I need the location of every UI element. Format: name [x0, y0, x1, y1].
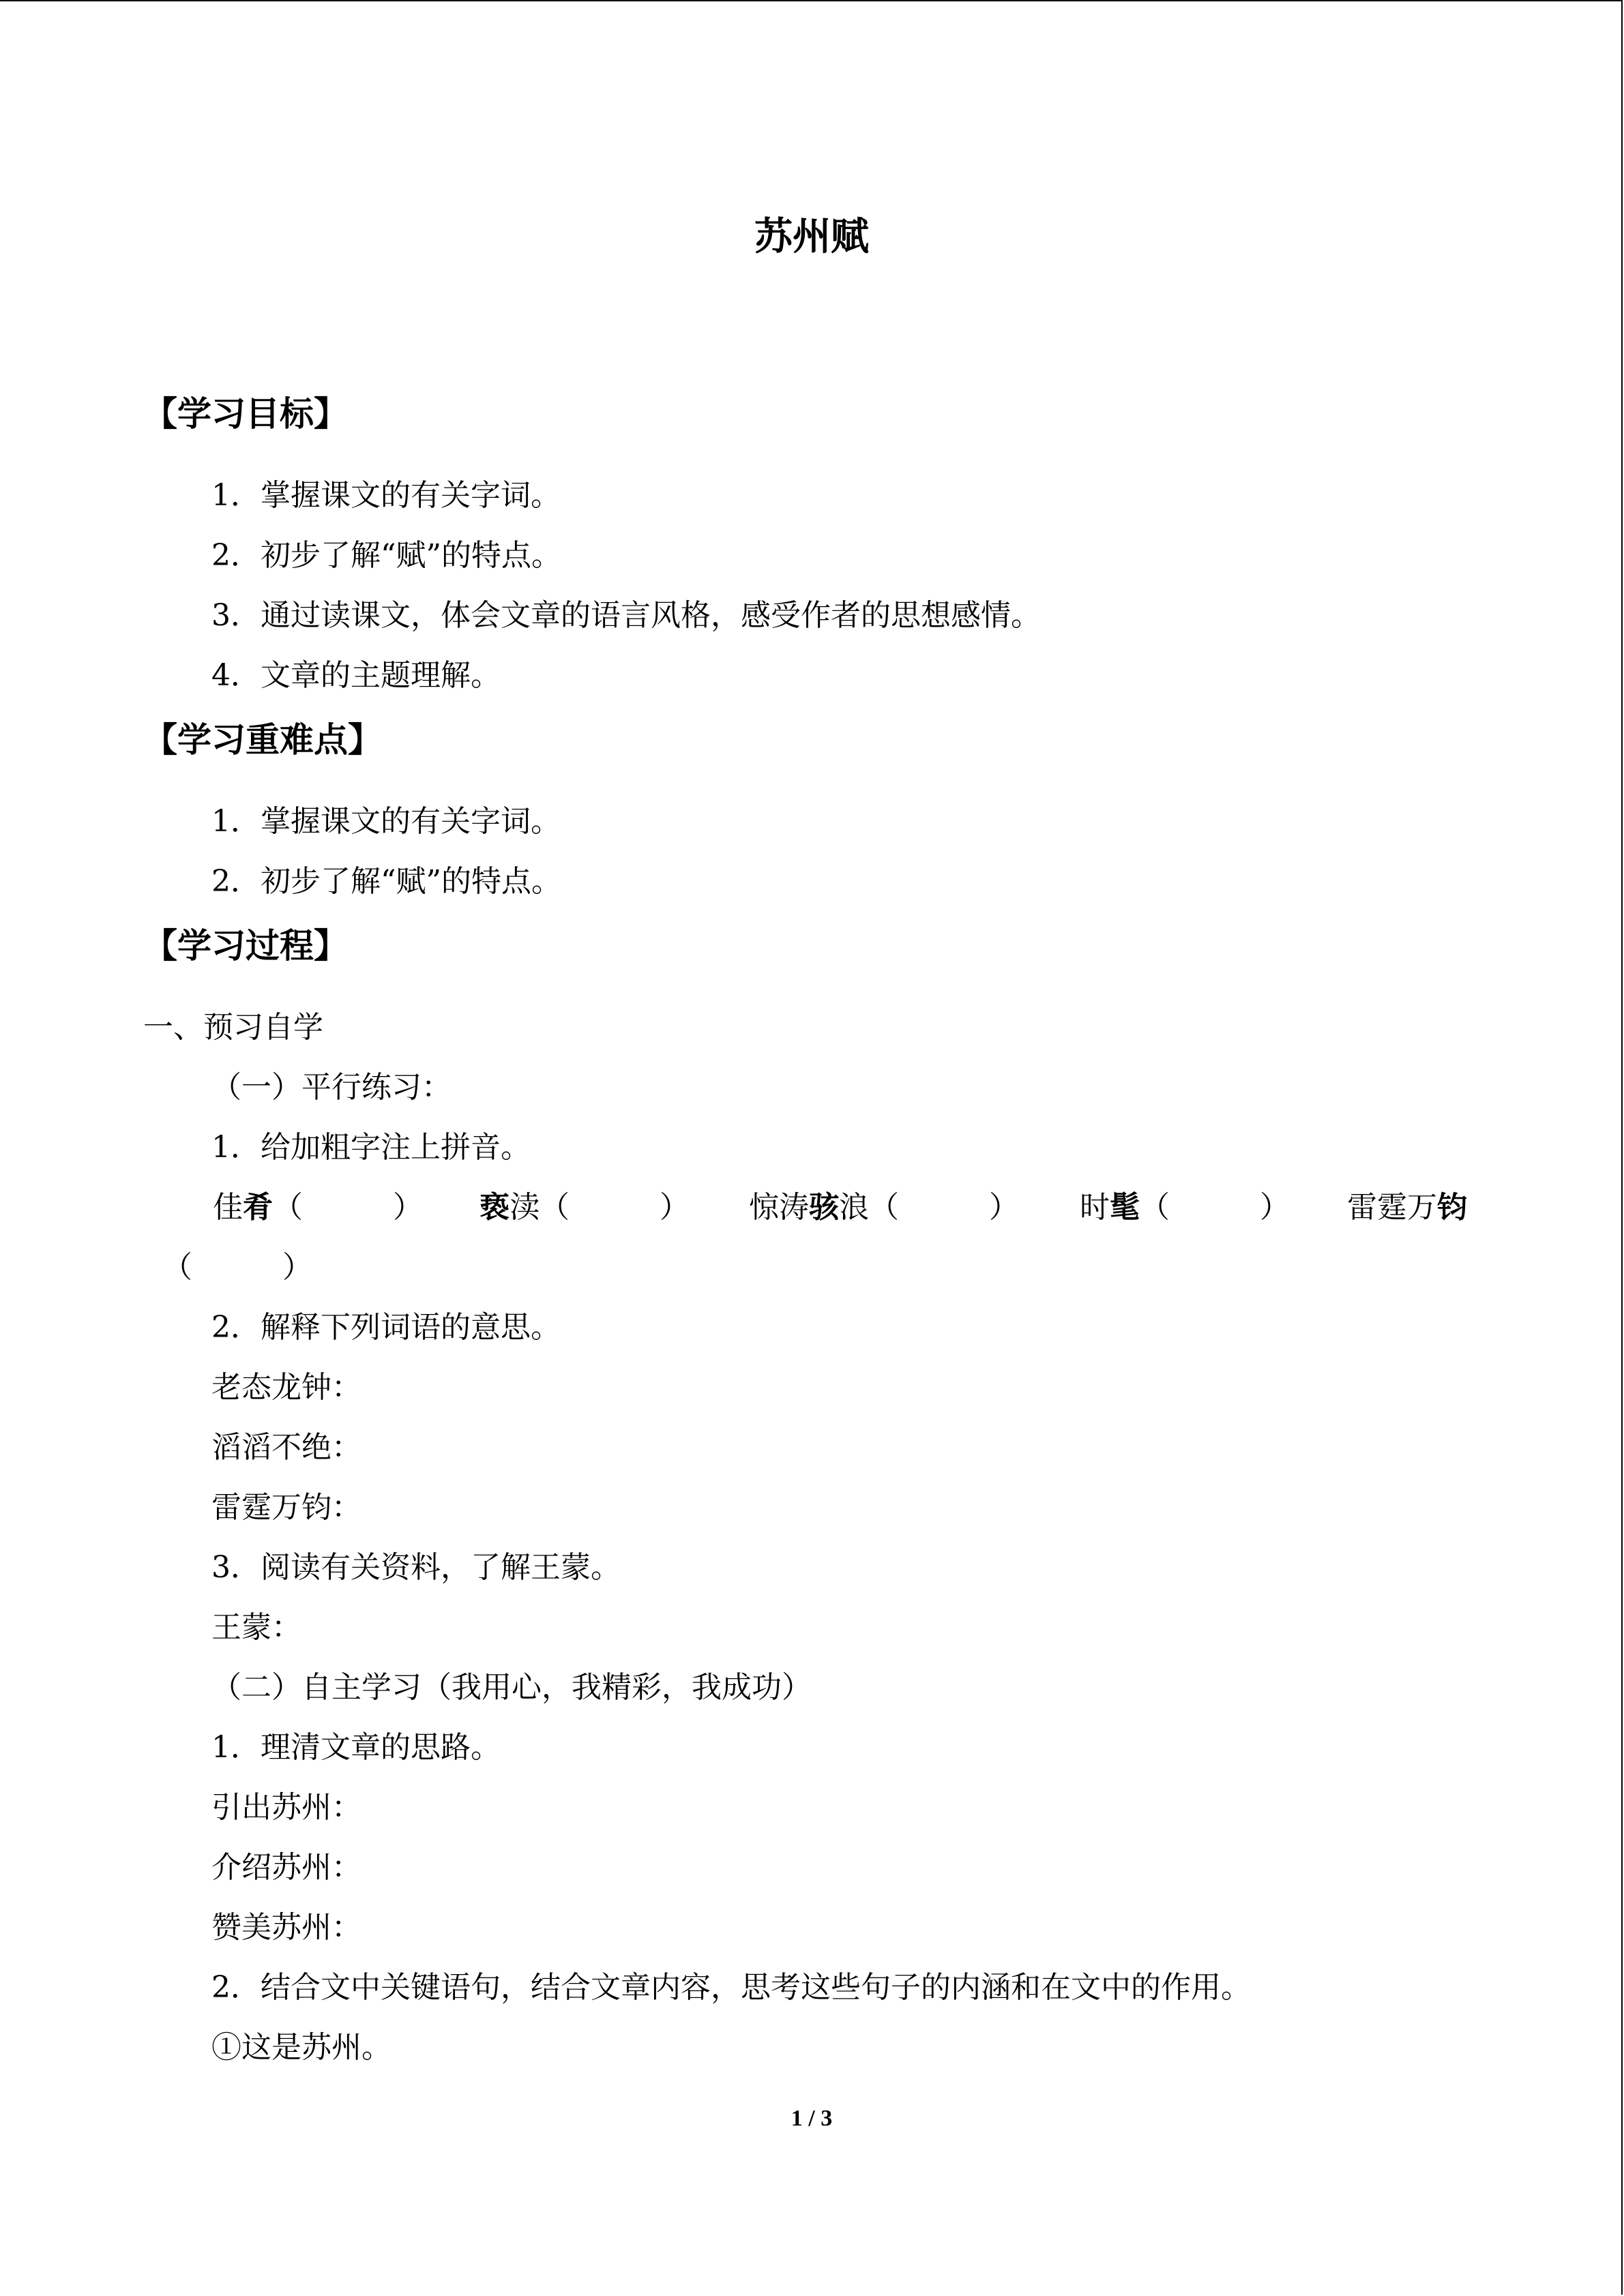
term-1: 老态龙钟：	[211, 1370, 361, 1405]
outline-item-2: 介绍苏州：	[211, 1850, 361, 1885]
pinyin-word-5-blank: （ ）	[162, 1250, 312, 1285]
goal-item-1: 1．掌握课文的有关字词。	[211, 478, 561, 513]
page-number: 1 / 3	[791, 2106, 833, 2131]
goal-item-4: 4．文章的主题理解。	[211, 658, 501, 693]
author-label: 王蒙：	[211, 1610, 301, 1645]
document-page	[143, 0, 1480, 2296]
outline-item-3: 赞美苏州：	[211, 1910, 361, 1945]
key-point-item-1: 1．掌握课文的有关字词。	[211, 804, 561, 839]
subsection-parallel-practice: （一）平行练习：	[211, 1070, 452, 1105]
section-heading-goals: 【学习目标】	[143, 394, 348, 434]
question-author: 3．阅读有关资料，了解王蒙。	[211, 1550, 621, 1585]
term-2: 滔滔不绝：	[211, 1430, 361, 1465]
study-item-2: 2．结合文中关键语句，结合文章内容，思考这些句子的内涵和在文中的作用。	[211, 1970, 1251, 2005]
question-explain-terms: 2．解释下列词语的意思。	[211, 1310, 561, 1345]
section-heading-process: 【学习过程】	[143, 926, 348, 966]
document-title: 苏州赋	[754, 215, 869, 259]
part-one-heading: 一、预习自学	[143, 1010, 323, 1045]
study-item-1: 1．理清文章的思路。	[211, 1730, 501, 1765]
goal-item-2: 2．初步了解“赋”的特点。	[211, 538, 561, 573]
subsection-self-study: （二）自主学习（我用心，我精彩，我成功）	[211, 1670, 812, 1705]
pinyin-word-5: 雷霆万钧	[1347, 1190, 1467, 1225]
key-point-item-2: 2．初步了解“赋”的特点。	[211, 864, 561, 899]
pinyin-word-2: 亵渎（ ）	[479, 1190, 690, 1225]
pinyin-word-3: 惊涛骇浪（ ）	[749, 1190, 1019, 1225]
goal-item-3: 3．通过读课文，体会文章的语言风格，感受作者的思想感情。	[211, 598, 1041, 633]
pinyin-word-1: 佳肴（ ）	[213, 1190, 423, 1225]
term-3: 雷霆万钧：	[211, 1490, 361, 1525]
study-item-2-sub-1: ①这是苏州。	[211, 2030, 392, 2065]
pinyin-word-4: 时髦（ ）	[1080, 1190, 1290, 1225]
outline-item-1: 引出苏州：	[211, 1790, 361, 1825]
section-heading-key-points: 【学习重难点】	[143, 720, 382, 760]
question-pinyin: 1．给加粗字注上拼音。	[211, 1130, 531, 1165]
